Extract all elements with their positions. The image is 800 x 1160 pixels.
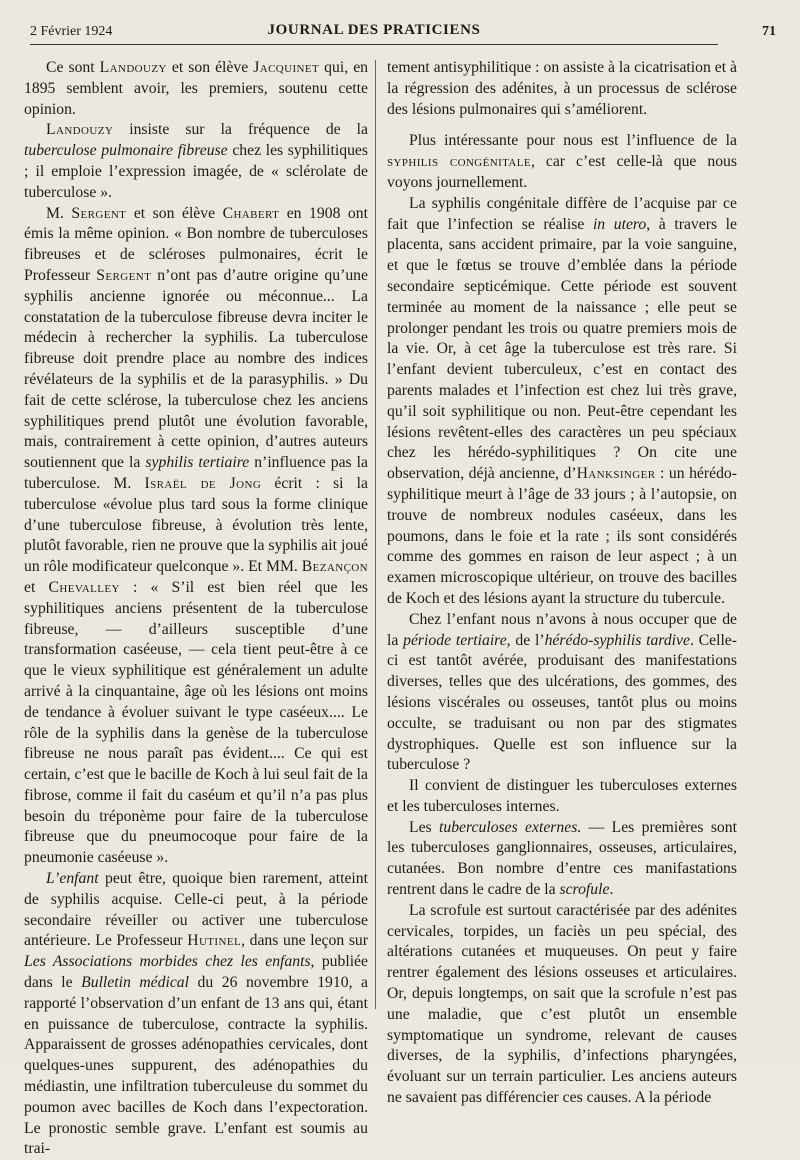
paragraph: Les tuberculoses externes. — Les premières sont les tuberculoses ganglionnaires, osseuses, articulaires, cutanées. Bon nombre d’entre ces manifastations rentrent dans le cadre de la scrofule. [387,818,737,899]
paragraph: M. Sergent et son élève Chabert en 1908 ont émis la même opinion. « Bon nombre de tuberculoses fibreuses et de scléroses pulmonaires, écrit le Professeur Sergent n’ont pas d’autre origine qu’une syphilis ancienne ignorée ou méconnue... La constatation de la tuberculose fibreuse devra inciter le médecin à rechercher la syphilis. La tuberculose fibreuse doit prendre place au nombre des indices révélateurs de la syphilis et de la parasyphilis. » Du fait de cette sclérose, la tuberculose chez les anciens syphilitiques prend plutôt une évolution favorable, mais, contrairement à cette opinion, d’autres auteurs soutiennent que la syphilis tertiaire n’influence pas la tuberculose. M. Israël de Jong écrit : si la tuberculose «évolue plus tard sous la forme clinique d’une tuberculose fibreuse, à évolution très lente, plutôt favorable, rien ne prouve que la syphilis ait joué un rôle modificateur quelconque ». Et MM. Bezançon et Chevalley : « S’il est bien réel que les syphilitiques anciens présentent de la tuberculose fibreuse, — d’ailleurs susceptible d’une transformation caséeuse, — cela tient peut-être à ce que le vieux syphilitique est généralement un adulte arrivé à la cinquantaine, âge où les lésions ont moins de tendance à évoluer suivant le type caséeux.... Le rôle de la syphilis dans la genèse de la tuberculose fibreuse ne nous paraît pas évident.... Ce qui est certain, c’est que le bacille de Koch à lui seul fait de la fibrose, comme il fait du caséum et qu’il n’a pas plus besoin du tréponème pour faire de la tuberculose fibreuse que du pneumocoque pour faire de la pneumonie caséeuse ». [24,204,369,867]
paragraph: Chez l’enfant nous n’avons à nous occuper que de la période tertiaire, de l’hérédo-syphilis tardive. Celle-ci est tantôt avérée, produisant des manifestations diverses, telles que des ulcérations, des gommes, des lésions viscérales ou osseuses, tantôt plus ou moins occulte, se traduisant ou non par des stigmates dystrophiques. Quelle est son influence sur la tuberculose ? [387,610,737,774]
paragraph: La scrofule est surtout caractérisée par des adénites cervicales, torpides, un faciès un peu spécial, des altérations cutanées et muqueuses. On peut y faire rentrer également des lésions osseuses et articulaires. Or, depuis longtemps, on sait que la scrofule n’est pas une maladie, que c’est plutôt un ensemble symptomatique un syndrome, relevant de causes diverses, de la syphilis, d’infections pharyngées, évoluant sur un terrain particulier. Les anciens auteurs ne savaient pas différencier ces causes. A la période [387,901,737,1107]
paragraph: La syphilis congénitale diffère de l’acquise par ce fait que l’infection se réalise in utero, à travers le placenta, sans accident primaire, par la voie sanguine, et que le fœtus se trouve d’emblée dans la période secondaire septicémique. Cette période est souvent terminée au moment de la naissance ; elle peut se prolonger pendant les trois ou quatre premiers mois de la vie. Or, à cet âge la tuberculose est très rare. Si l’enfant devient tuberculeux, c’est en contact des parents malades et l’infection est chez lui très grave, qu’il soit syphilitique ou non. Peut-être cependant les lésions revêtent-elles des caractères un peu spéciaux chez les hérédo-syphilitiques ? On cite une observation, déjà ancienne, d’Hanksinger : un hérédo-syphilitique meurt à l’âge de 33 jours ; à l’autopsie, on trouve de nombreux nodules caséeux, dans les poumons, dans le foie et la rate ; ils sont considérés comme des gommes en raison de leur aspect ; à un examen microscopique ultérieur, on trouve des bacilles de Koch et des lésions ayant la structure du tubercule. [387,194,737,607]
paragraph: L’enfant peut être, quoique bien rarement, atteint de syphilis acquise. Celle-ci peut, à la période secondaire réveiller ou activer une tuberculose antérieure. Le Professeur Hutinel, dans une leçon sur Les Associations morbides chez les enfants, publiée dans le Bulletin médical du 26 novembre 1910, a rapporté l’observation d’un enfant de 13 ans qui, étant en puissance de tuberculose, contracte la syphilis. Apparaissent de grosses adénopathies cervicales, dont quelques-unes suppurent, des adénopathies du médiastin, une infiltration tuberculeuse du sommet du poumon avec bacilles de Koch dans l’expectoration. Le pronostic semble grave. L’enfant est soumis au trai- [24,870,368,1158]
header-date: 2 Février 1924 [30,24,113,39]
paragraph: Plus intéressante pour nous est l’influence de la syphilis congénitale, car c’est celle-là que nous voyons journellement. [387,132,737,191]
column-divider [375,60,376,1009]
running-header [30,22,776,45]
left-column [24,58,368,1160]
paragraph: tement antisyphilitique : on assiste à la cicatrisation et à la régression des adénites, à un processus de sclérose des lésions pulmonaires qui s’améliorent. [387,59,737,118]
paragraph: Ce sont Landouzy et son élève Jacquinet qui, en 1895 semblent avoir, les premiers, soutenu cette opinion. [24,59,368,118]
header-journal-title: JOURNAL DES PRATICIENS [267,22,481,38]
page-number: 71 [762,24,776,39]
paragraph: Il convient de distinguer les tuberculoses externes et les tuberculoses internes. [387,777,737,815]
right-column [387,58,737,1109]
paragraph: Landouzy insiste sur la fréquence de la tuberculose pulmonaire fibreuse chez les syphilitiques ; il emploie l’expression imagée, de « sclérolate de tuberculose ». [24,121,368,201]
